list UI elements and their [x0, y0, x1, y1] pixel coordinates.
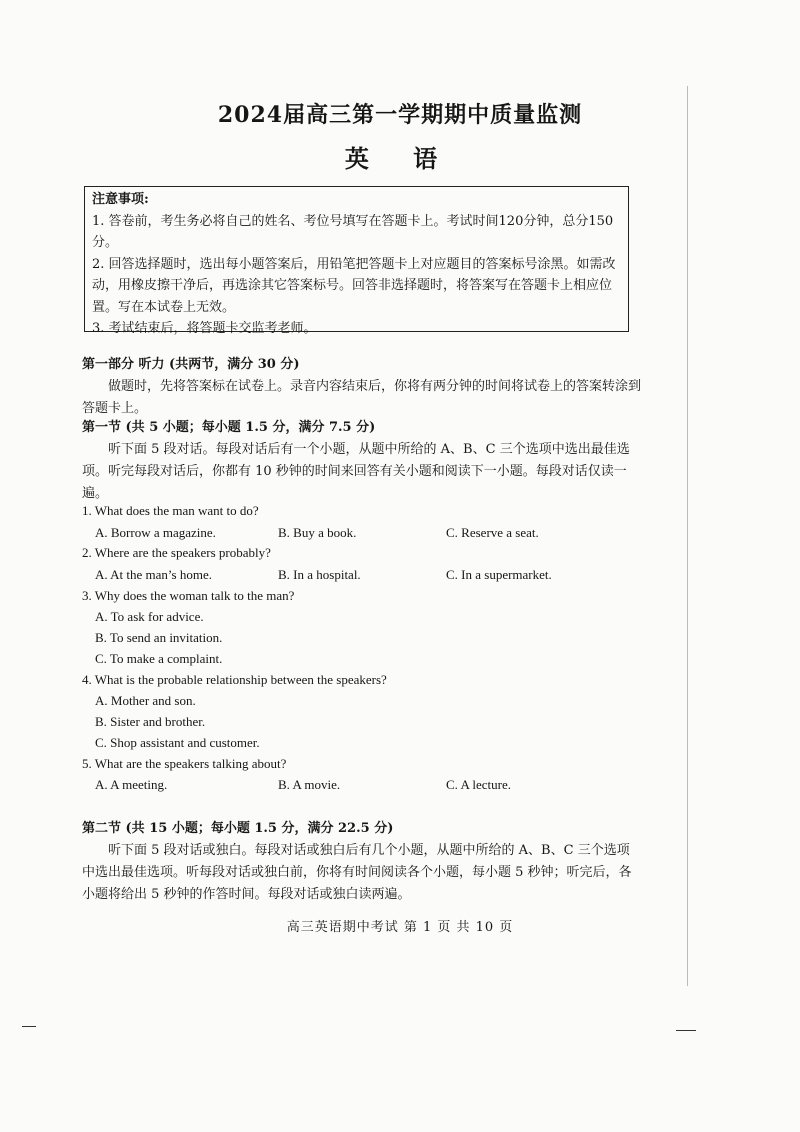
question-3-option-c: C. To make a complaint.: [95, 651, 223, 666]
scan-fold-line: [687, 86, 688, 986]
section2-instruction: 听下面 5 段对话或独白。每段对话或独白后有几个小题，从题中所给的 A、B、C 三个选项中选出最佳选项。听每段对话或独白前，你将有时间阅读各个小题，每小题 5 秒钟；听完后，各小题将给出 5 秒钟的作答时间。每段对话或独白读两遍。: [82, 843, 632, 902]
question-2: 2. Where are the speakers probably?: [82, 545, 271, 560]
question-1-option-a: A. Borrow a magazine.: [95, 525, 216, 540]
section2-block: [82, 818, 642, 906]
question-3-option-b: B. To send an invitation.: [95, 630, 223, 645]
scan-mark-right: [676, 1030, 696, 1031]
question-4-option-b: B. Sister and brother.: [95, 714, 206, 729]
part1-block: [82, 354, 642, 420]
part1-heading: 第一部分 听力 (共两节，满分 30 分): [82, 357, 300, 372]
scan-mark-left: [22, 1026, 36, 1027]
question-2-option-a: A. At the man’s home.: [95, 567, 212, 582]
question-4-option-a: A. Mother and son.: [95, 693, 196, 708]
question-5: 5. What are the speakers talking about?: [82, 756, 287, 771]
section1-heading: 第一节 (共 5 小题；每小题 1.5 分，满分 7.5 分): [82, 420, 376, 435]
question-3: 3. Why does the woman talk to the man?: [82, 588, 295, 603]
question-5-option-b: B. A movie.: [278, 777, 341, 792]
question-1-option-b: B. Buy a book.: [278, 525, 357, 540]
question-1-option-c: C. Reserve a seat.: [446, 525, 539, 540]
notice-box: [84, 186, 629, 336]
exam-title: 2024届高三第一学期期中质量监测: [217, 102, 583, 128]
question-4-option-c: C. Shop assistant and customer.: [95, 735, 260, 750]
section1-instruction: 听下面 5 段对话。每段对话后有一个小题，从题中所给的 A、B、C 三个选项中选出最佳选项。听完每段对话后，你都有 10 秒钟的时间来回答有关小题和阅读下一小题。每段对话仅读一遍。: [82, 442, 630, 501]
question-4: 4. What is the probable relationship between the speakers?: [82, 672, 387, 687]
question-5-option-c: C. A lecture.: [446, 777, 511, 792]
question-3-option-a: A. To ask for advice.: [95, 609, 204, 624]
question-2-option-b: B. In a hospital.: [278, 567, 361, 582]
notice-item-2: 2. 回答选择题时，选出每小题答案后，用铅笔把答题卡上对应题目的答案标号涂黑。如需改动，用橡皮擦干净后，再选涂其它答案标号。回答非选择题时，将答案写在答题卡上相应位置。写在本试卷上无效。: [92, 256, 616, 315]
question-5-option-a: A. A meeting.: [95, 777, 168, 792]
subject-title: 英 语: [344, 144, 456, 173]
section1-block: [82, 417, 642, 505]
notice-heading: 注意事项:: [92, 192, 149, 207]
notice-item-1: 1. 答卷前，考生务必将自己的姓名、考位号填写在答题卡上。考试时间120分钟，总分150分。: [92, 213, 614, 250]
page-footer: 高三英语期中考试 第 1 页 共 10 页: [286, 920, 514, 935]
question-2-option-c: C. In a supermarket.: [446, 567, 552, 582]
question-1: 1. What does the man want to do?: [82, 503, 259, 518]
part1-instruction: 做题时，先将答案标在试卷上。录音内容结束后，你将有两分钟的时间将试卷上的答案转涂到答题卡上。: [82, 379, 642, 416]
notice-item-3: 3. 考试结束后，将答题卡交监考老师。: [92, 321, 317, 336]
section2-heading: 第二节 (共 15 小题；每小题 1.5 分，满分 22.5 分): [82, 821, 394, 836]
